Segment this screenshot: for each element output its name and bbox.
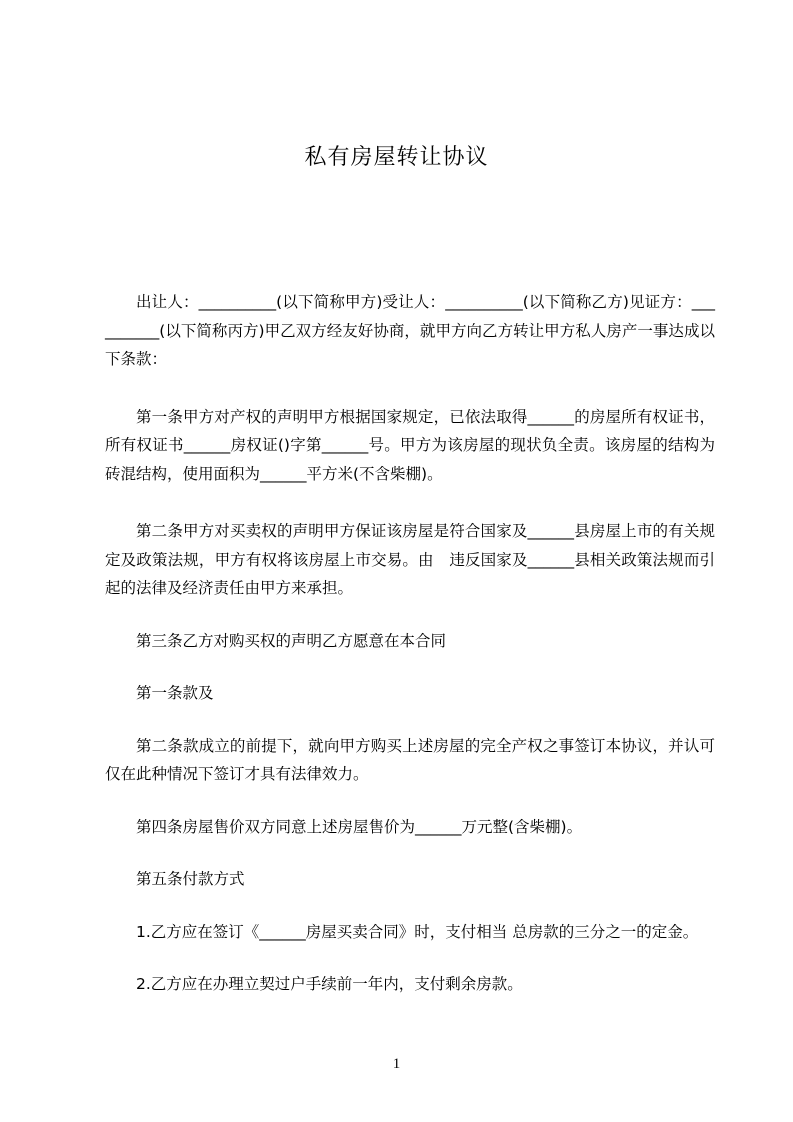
paragraph-article-3: 第三条乙方对购买权的声明乙方愿意在本合同 (136, 631, 447, 650)
paragraph-article-4: 第四条房屋售价双方同意上述房屋售价为______万元整(含柴棚)。 (136, 817, 583, 836)
page-number: 1 (392, 1056, 401, 1072)
document-title: 私有房屋转让协议 (304, 145, 489, 170)
paragraph-article-1: 第一条甲方对产权的声明甲方根据国家规定，已依法取得______的房屋所有权证书，所有权证书______房权证()字第______号。甲方为该房屋的现状负全责。该房屋的结构为砖混结构，使用面积为______平方米(不含柴棚)。 (105, 407, 715, 483)
paragraph-payment-2: 2.乙方应在办理立契过户手续前一年内，支付剩余房款。 (136, 975, 523, 993)
paragraph-parties: 出让人：__________(以下简称甲方)受让人：__________(以下简称乙方)见证方：__________(以下简称丙方)甲乙双方经友好协商，就甲方向乙方转让甲方私人房产一事达成以下条款： (105, 293, 715, 368)
paragraph-payment-1: 1.乙方应在签订《______房屋买卖合同》时，支付相当 总房款的三分之一的定金。 (136, 922, 699, 941)
paragraph-article-2: 第二条甲方对买卖权的声明甲方保证该房屋是符合国家及______县房屋上市的有关规定及政策法规，甲方有权将该房屋上市交易。由 违反国家及______县相关政策法规而引起的法律及经济责任由甲方来承担。 (105, 522, 715, 597)
paragraph-article-5: 第五条付款方式 (136, 870, 245, 888)
document-body (105, 288, 715, 999)
paragraph-clause-1: 第一条款及 (136, 684, 214, 702)
paragraph-clause-2: 第二条款成立的前提下，就向甲方购买上述房屋的完全产权之事签订本协议，并认可仅在此种情况下签订才具有法律效力。 (105, 736, 715, 783)
